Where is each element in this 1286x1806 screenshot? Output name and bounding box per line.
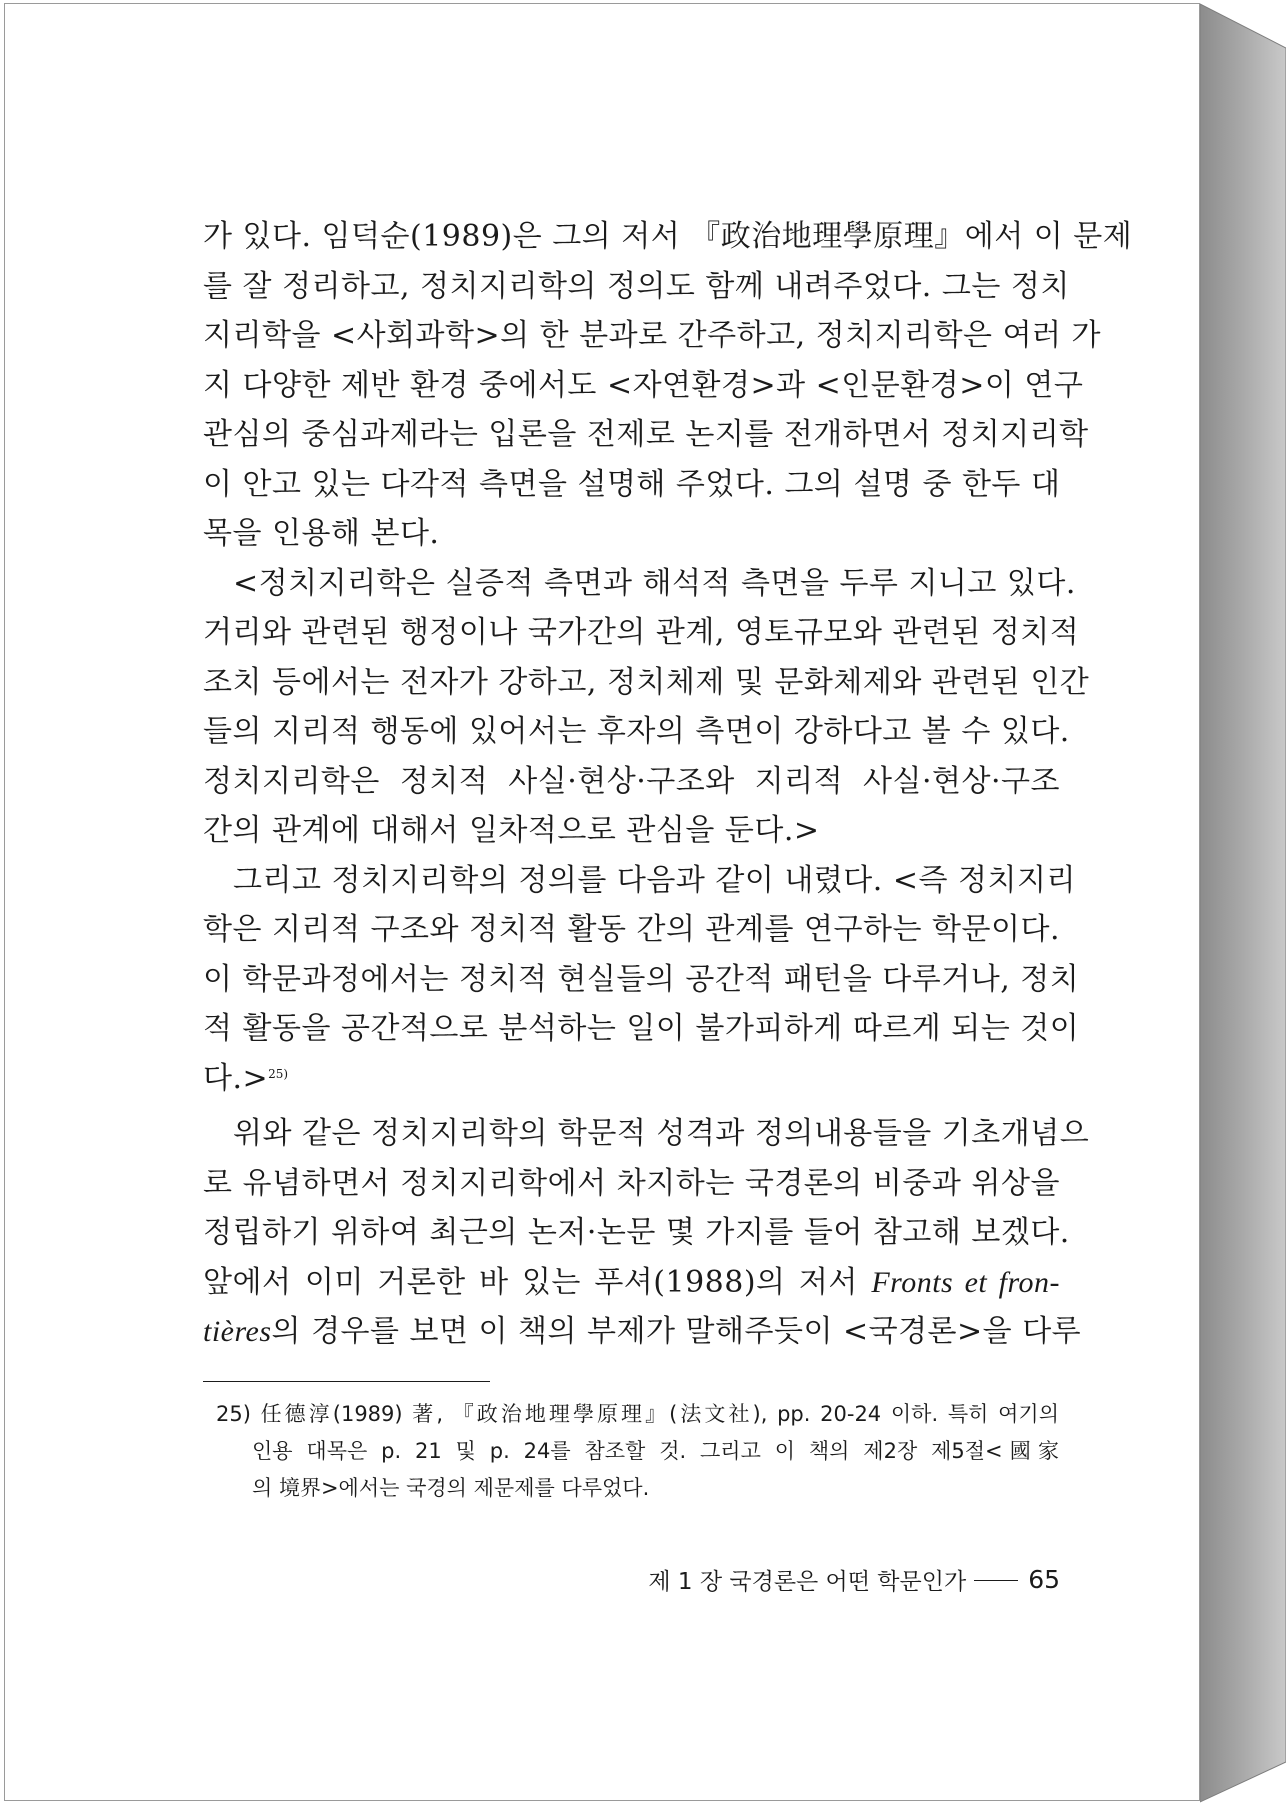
text-line: 조치 등에서는 전자가 강하고, 정치체제 및 문화체제와 관련된 인간: [203, 664, 1090, 700]
text-line: 그리고 정치지리학의 정의를 다음과 같이 내렸다. <즉 정치지리: [233, 862, 1076, 898]
text-line: 적 활동을 공간적으로 분석하는 일이 불가피하게 따르게 되는 것이: [203, 1011, 1080, 1046]
text-line: 학은 지리적 구조와 정치적 활동 간의 관계를 연구하는 학문이다.: [203, 912, 1060, 947]
page-edge-graphic: [1200, 0, 1286, 1806]
text-line: 관심의 중심과제라는 입론을 전제로 논지를 전개하면서 정치지리학: [203, 417, 1089, 452]
text-line: 지리학을 <사회과학>의 한 분과로 간주하고, 정치지리학은 여러 가: [203, 318, 1102, 353]
paragraph-3: [203, 1109, 1090, 1357]
text-line: 가 있다. 임덕순(1989)은 그의 저서 『政治地理學原理』에서 이 문제: [203, 219, 1133, 254]
page-number: 65: [1028, 1565, 1060, 1594]
footnote-line: 인용 대목은 p. 21 및 p. 24를 참조할 것. 그리고 이 책의 제2장 제5절<國家: [252, 1439, 1059, 1463]
text-line: [203, 1307, 1082, 1357]
footnote-line: 의 境界>에서는 국경의 제문제를 다루었다.: [252, 1476, 650, 1500]
running-footer: [604, 1563, 1060, 1596]
text-line: 목을 인용해 본다.: [203, 516, 440, 551]
text-line: 들의 지리적 행동에 있어서는 후자의 측면이 강하다고 볼 수 있다.: [203, 714, 1070, 749]
text-fragment: 의 경우를 보면 이 책의 부제가 말해주듯이 <국경론>을 다루: [271, 1314, 1082, 1349]
footer-dash: [974, 1580, 1018, 1581]
text-line: 위와 같은 정치지리학의 학문적 성격과 정의내용들을 기초개념으: [233, 1116, 1090, 1151]
text-line: [203, 1054, 1060, 1104]
text-line: 를 잘 정리하고, 정치지리학의 정의도 함께 내려주었다. 그는 정치: [203, 268, 1070, 304]
paragraph-1: [203, 212, 1133, 559]
text-fragment: 앞에서 이미 거론한 바 있는 푸셔(1988)의 저서: [203, 1264, 858, 1300]
paragraph-definition: [203, 856, 1080, 1104]
footnote-25: [216, 1396, 1059, 1507]
book-title-italic: Fronts et fron-: [871, 1265, 1061, 1299]
footnote-line: 25) 任德淳(1989) 著, 『政治地理學原理』(法文社), pp. 20-24 이하. 특히 여기의: [216, 1402, 1059, 1426]
book-title-italic: tières: [203, 1315, 272, 1348]
text-fragment: 다.>: [203, 1060, 269, 1096]
body-text: [203, 212, 1133, 1357]
footnote-reference: 25): [268, 1066, 289, 1081]
text-line: 정치지리학은 정치적 사실·현상·구조와 지리적 사실·현상·구조: [203, 763, 1060, 799]
book-page-edge: [1200, 0, 1286, 1806]
text-line: 로 유념하면서 정치지리학에서 차지하는 국경론의 비중과 위상을: [203, 1165, 1060, 1201]
text-line: <정치지리학은 실증적 측면과 해석적 측면을 두루 지니고 있다.: [233, 565, 1076, 601]
text-line: 이 안고 있는 다각적 측면을 설명해 주었다. 그의 설명 중 한두 대: [203, 466, 1061, 502]
quote-paragraph: [203, 559, 1090, 856]
text-line: 간의 관계에 대해서 일차적으로 관심을 둔다.>: [203, 813, 820, 848]
text-line: 정립하기 위하여 최근의 논저·논문 몇 가지를 들어 참고해 보겠다.: [203, 1215, 1070, 1250]
text-line: 거리와 관련된 행정이나 국가간의 관계, 영토규모와 관련된 정치적: [203, 615, 1080, 650]
chapter-title: 제 1 장 국경론은 어떤 학문인가: [648, 1569, 967, 1595]
text-line: 지 다양한 제반 환경 중에서도 <자연환경>과 <인문환경>이 연구: [203, 367, 1084, 403]
text-line: [203, 1258, 1060, 1308]
text-line: 이 학문과정에서는 정치적 현실들의 공간적 패턴을 다루거나, 정치: [203, 961, 1080, 997]
footnote-separator: [203, 1381, 490, 1382]
